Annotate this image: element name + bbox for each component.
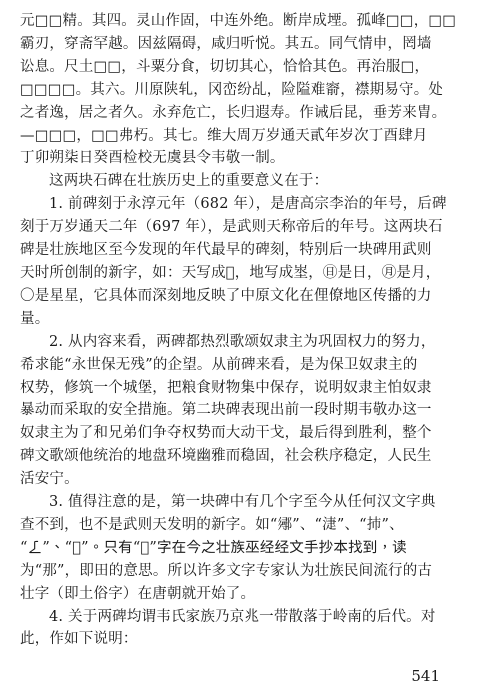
paragraph-2-line: 权势，修筑一个城堡，把粮食财物集中保存，说明奴隶主怕奴隶 [20,379,432,396]
paragraph-1-line: 1. 前碑刻于永淳元年（682 年），是唐高宗李治的年号，后碑 [49,196,447,213]
paragraph-4-line: 此，作如下说明： [20,631,138,648]
paragraph-3-line: 为“那”，即田的意思。所以许多文字专家认为壮族民间流行的古 [20,562,433,579]
paragraph-2-line: 希求能“永世保无残”的企望。从前碑来看，是为保卫奴隶主的 [20,356,418,373]
paragraph-2-line: 活安宁。 [20,471,79,488]
paragraph-2-line: 碑文歌颂他统治的地盘环境幽雅而稳固，社会秩序稳定，人民生 [20,448,432,465]
text-line: 之者逸，居之者久。永弃危亡，长归遐寿。作诫后昆，垂芳来胄。 [20,104,447,121]
text-line: 讼息。尺土□□，斗粟分食，切切其心，恰恰其色。再治服□， [20,58,430,75]
section-intro: 这两块石碑在壮族历史上的重要意义在于： [49,173,329,190]
paragraph-3-line: 3. 值得注意的是，第一块碑中有几个字至今从任何汉文字典 [49,494,436,511]
text-line: —□□□，□□弗朽。其七。维大周万岁通天貳年岁次丁酉肆月 [20,127,428,144]
paragraph-1-line: 量。 [20,310,50,327]
paragraph-4-line: 4. 关于两碑均谓韦氏家族乃京兆一带散落于岭南的后代。对 [49,608,436,625]
paragraph-3-line: 查不到，也不是武则天发明的新字。如“𨟌”、“𣶏”、“㧊”、 [20,516,404,533]
text-line: 元□□精。其四。灵山作固，中连外绝。断岸成堙。孤峰□□，□□ [20,13,457,29]
text-line: □□□□。其六。川原陕轧，冈峦纷乩，险隘难窬，襟期易守。处 [20,81,444,98]
paragraph-3-line: “𠄏”、“𦬩”。只有“𦬩”字在今之壮族巫经经文手抄本找到，读 [20,539,407,556]
paragraph-3-line: 壮字（即土俗字）在唐朝就开始了。 [20,585,256,602]
text-line: 丁卯朔柒日癸酉检校无虞县令韦敬一制。 [20,150,285,167]
paragraph-1-line: 刻于万岁通天二年（697 年），是武则天称帝后的年号。这两块石 [20,219,443,236]
paragraph-2-line: 暴动而采取的安全措施。第二块碑表现出前一段时期韦敬办这一 [20,402,432,419]
paragraph-2-line: 2. 从内容来看，两碑都热烈歌颂奴隶主为巩固权力的努力， [49,333,436,350]
paragraph-1-line: 〇是星星，它具体而深刻地反映了中原文化在俚僚地区传播的力 [20,287,432,304]
inscription-text [20,10,458,170]
paragraph-1-line: 天时所创制的新字，如：天写成𠀑，地写成埊，㊐是日，㊊是月， [20,264,441,281]
significance-section [20,170,458,651]
paragraph-2-line: 奴隶主为了和兄弟们争夺权势而大动干戈，最后得到胜利，整个 [20,425,432,442]
page-number: 541 [411,667,440,685]
paragraph-1-line: 碑是壮族地区至今发现的年代最早的碑刻，特别后一块碑用武则 [20,242,432,259]
text-line: 霸刃，穿斋罕越。因兹隔碍，咸归听悦。其五。同气情申，罔墙 [20,35,432,52]
